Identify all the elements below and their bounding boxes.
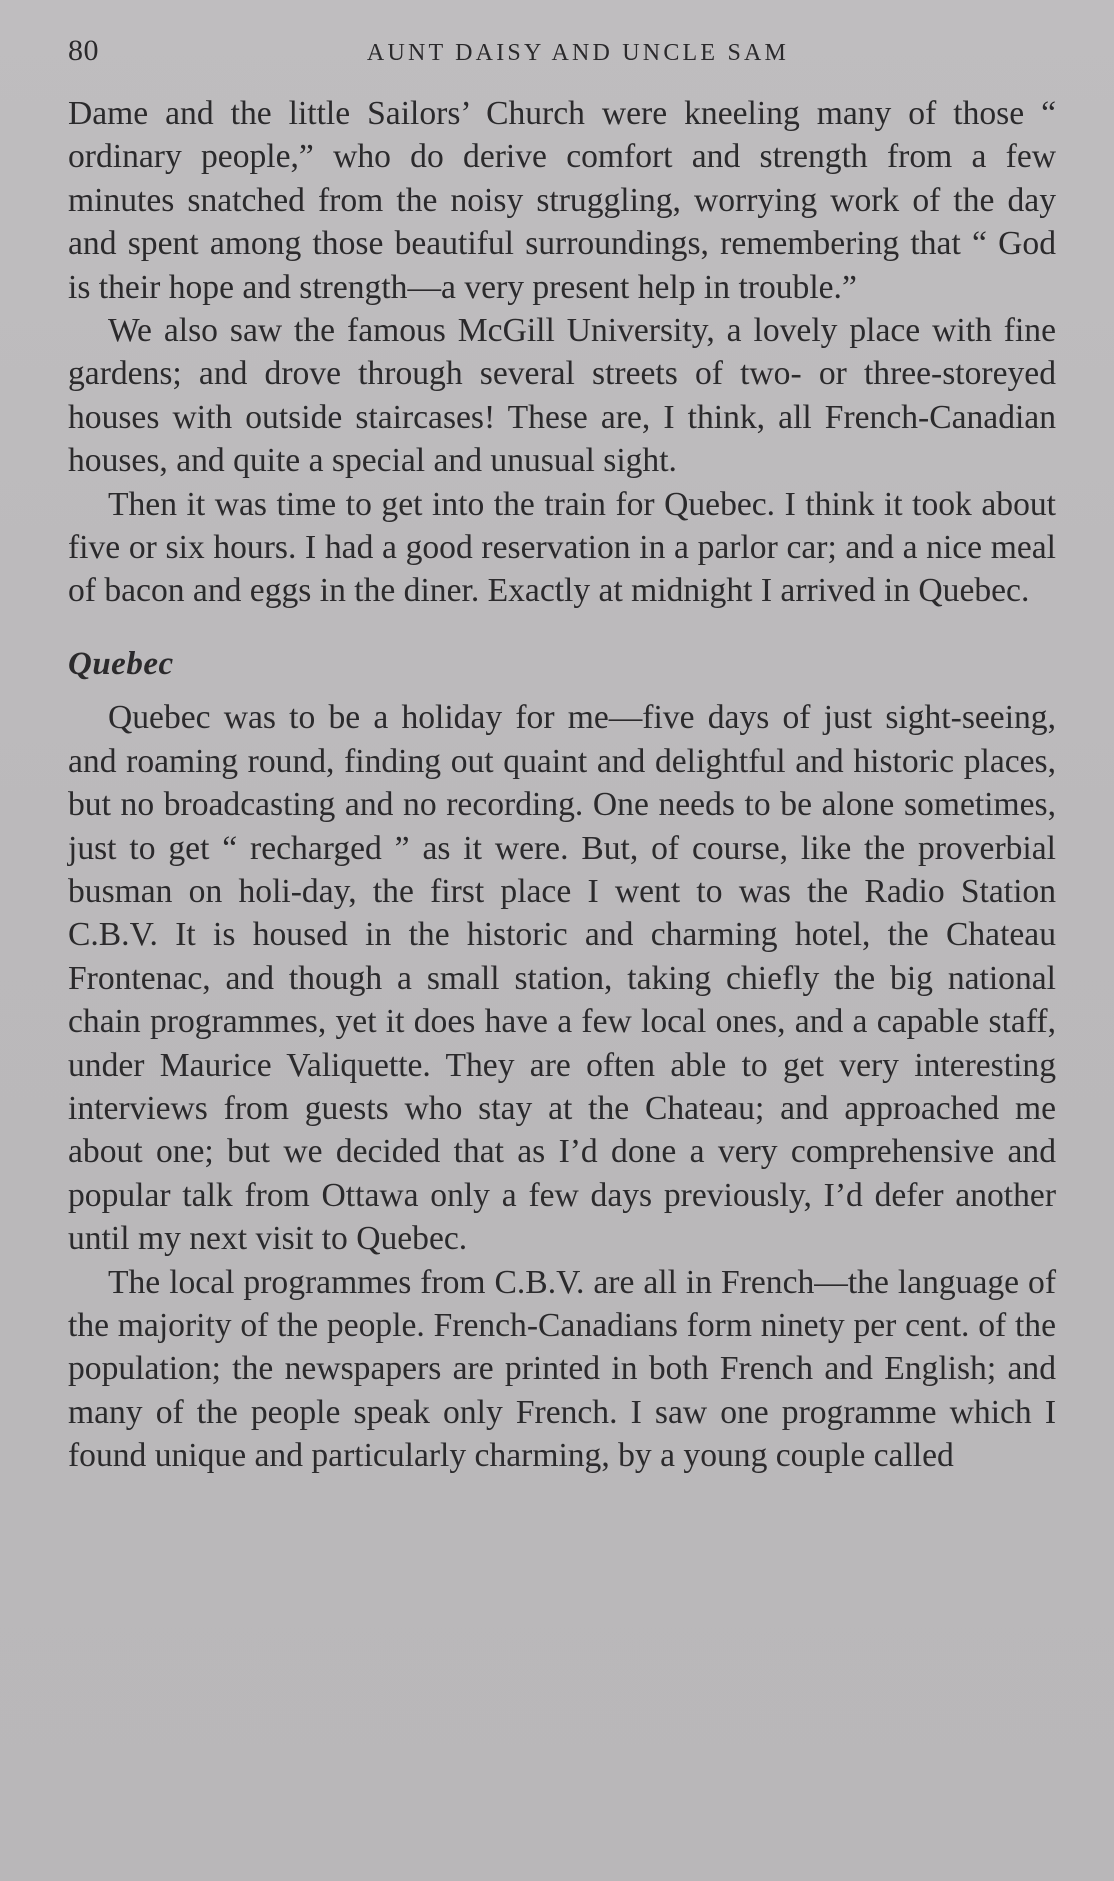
paragraph-train: Then it was time to get into the train for Quebec. I think it took about five or six hours. I had a good reservation in a parlor car; and a nice meal of bacon and eggs in the diner. Exactly at midnight I arrived in Quebec. [68, 485, 1056, 610]
paragraph-quebec-holiday: Quebec was to be a holiday for me—five days of just sight-seeing, and roaming round, finding out quaint and delightful and historic places, but no broadcasting and no recording. One needs to be alone sometimes, just to get “ recharged ” as it were. But, of course, like the proverbial busman on holi-day, the first place I went to was the Radio Station C.B.V. It is housed in the historic and charming hotel, the Chateau Frontenac, and though a small station, taking chiefly the big national chain programmes, yet it does have a few local ones, and a capable staff, under Maurice Valiquette. They are often able to get very interesting interviews from guests who stay at the Chateau; and approached me about one; but we decided that as I’d done a very comprehensive and popular talk from Ottawa only a few days previously, I’d defer another until my next visit to Quebec. [68, 699, 1056, 1258]
section-heading-quebec: Quebec [68, 645, 174, 682]
paragraph-mcgill: We also saw the famous McGill University, a lovely place with fine gardens; and drove through several streets of two- or three-storeyed houses with outside staircases! These are, I think, all French-Canadian houses, and quite a special and unusual sight. [68, 312, 1056, 480]
paragraph-continued: Dame and the little Sailors’ Church were kneeling many of those “ ordinary people,” who do derive comfort and strength from a few minutes snatched from the noisy struggling, worrying work of the day and spent among those beautiful surroundings, remembering that “ God is their hope and strength—a very present help in trouble.” [68, 95, 1056, 306]
paragraph-local-programmes: The local programmes from C.B.V. are all in French—the language of the majority of the people. French-Canadians form ninety per cent. of the population; the newspapers are printed in both French and English; and many of the people speak only French. I saw one programme which I found unique and particularly charming, by a young couple called [68, 1263, 1056, 1475]
running-head [68, 34, 1058, 74]
book-title: AUNT DAISY AND UNCLE SAM [366, 40, 790, 66]
page-number: 80 [68, 34, 99, 67]
body-text [68, 92, 1056, 1478]
